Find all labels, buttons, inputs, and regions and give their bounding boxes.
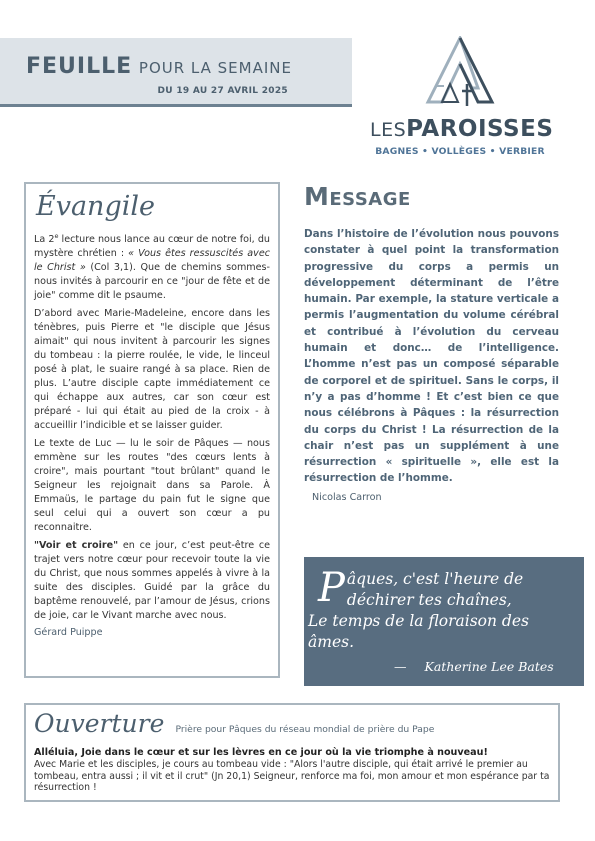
quote-line-1: âques, c'est l'heure de (346, 570, 524, 588)
quote-line-2: déchirer tes chaînes, (346, 591, 512, 609)
ouverture-subtitle: Prière pour Pâques du réseau mondial de prière du Pape (175, 724, 435, 735)
evangile-p4-bold: "Voir et croire" (34, 540, 119, 552)
ouverture-text: Avec Marie et les disciples, je cours au tombeau vide : "Alors l'autre disciple, qui était arrivé le premier au tombeau, entra aussi ; il vit et il crut" (Jn 20,1) Seigneur, renforce ma foi, mon amour et mon espérance par ta résurrection ! (34, 759, 550, 794)
evangile-p4-rest: en ce jour, c’est peut-être ce trajet vers notre cœur pour recevoir toute la vie du Christ, que nous sommes appelés à vivre à la suite des disciples. Guidé par la grâce du baptême renouvelé, par l’amour de Jésus, crions de joie, car le Vivant marche avec nous. (34, 540, 270, 622)
evangile-p1-c: (Col 3,1). Que de chemins sommes-nous invités à parcourir en ce "jour de fête et de joie" comme dit le psaume. (34, 262, 270, 302)
logo-name (370, 116, 554, 142)
quote-author-line (318, 659, 574, 674)
ouverture-box (24, 703, 560, 802)
mountain-cross-logo-icon (422, 36, 498, 110)
evangile-p1-sup: e (54, 232, 59, 240)
evangile-paragraph-3: Le texte de Luc — lu le soir de Pâques — nous emmène sur les routes "des cœurs lents à croire", mais pourtant "tout brûlant" quand le Seigneur les rejoignait dans sa Parole. À Emmaüs, le partage du pain fut le signe que seul celui qui a ouvert son cœur a pu reconnaitre. (34, 438, 270, 534)
logo-name-light: LES (370, 119, 407, 141)
logo-name-bold: PAROISSES (406, 116, 554, 142)
header-banner (0, 38, 352, 107)
logo (370, 36, 554, 161)
evangile-paragraph-1 (34, 229, 270, 303)
logo-subtitle: BAGNES • VOLLÈGES • VERBIER (375, 146, 545, 157)
header-dates: DU 19 AU 27 AVRIL 2025 (157, 86, 288, 96)
ouverture-heading (34, 709, 550, 743)
evangile-p1-quote: « Vous êtes ressuscités avec le Christ » (34, 248, 270, 274)
ouverture-title: Ouverture (34, 709, 165, 738)
message-body: Dans l’histoire de l’évolution nous pouvons constater à quel point la transformation progressive du corps a permis un développement déterminant de l’être humain. Par exemple, la stature verticale a permis l’augmentation du volume cérébral et contribué à l’évolution du cerveau humain et donc… de l’intelligence. L’homme n’est pas un composé séparable de corporel et de spirituel. Sans le corps, il n’y a pas d’homme ! Et c’est bien ce que nous célébrons à Pâques : la résurrection du corps du Christ ! La résurrection de la chair n’est pas un supplément à une résurrection « spirituelle », elle est la résurrection de l’homme. (304, 228, 559, 485)
evangile-p1-b: lecture nous lance au cœur de notre foi, du mystère chrétien : (34, 234, 270, 260)
evangile-paragraph-2: D’abord avec Marie-Madeleine, encore dans les ténèbres, puis Pierre et "le disciple que Jésus aimait" qui nous invitent à parcourir les signes du tombeau : la pierre roulée, le vide, le linceul posé à plat, le suaire rangé à sa place. Rien de plus. L’autre disciple capte immédiatement ce qui échappe aux autres, car son cœur est préparé - lui qui était au pied de la croix - à accueillir l’indicible et se laisser guider. (34, 308, 270, 432)
header-title-rest: POUR LA SEMAINE (138, 59, 292, 77)
header-title (26, 54, 292, 79)
evangile-signature: Gérard Puippe (34, 627, 103, 639)
quote-box (304, 557, 584, 686)
quote-author: Katherine Lee Bates (424, 659, 554, 674)
evangile-box (24, 182, 280, 678)
message-title: Message (304, 182, 411, 211)
quote-dropcap: P (318, 565, 345, 611)
evangile-paragraph-4 (34, 539, 270, 623)
ouverture-bold-line: Alléluia, Joie dans le cœur et sur les lèvres en ce jour où la vie triomphe à nouveau! (34, 747, 488, 758)
message-section (304, 180, 559, 503)
header-title-bold: FEUILLE (26, 54, 133, 79)
message-signature: Nicolas Carron (312, 491, 382, 503)
quote-text (308, 565, 574, 653)
evangile-p1-a: La 2 (34, 234, 55, 246)
quote-dash: — (394, 659, 407, 674)
evangile-title: Évangile (36, 191, 155, 222)
evangile-text (34, 229, 270, 623)
quote-line-3: Le temps de la floraison des âmes. (308, 612, 529, 651)
